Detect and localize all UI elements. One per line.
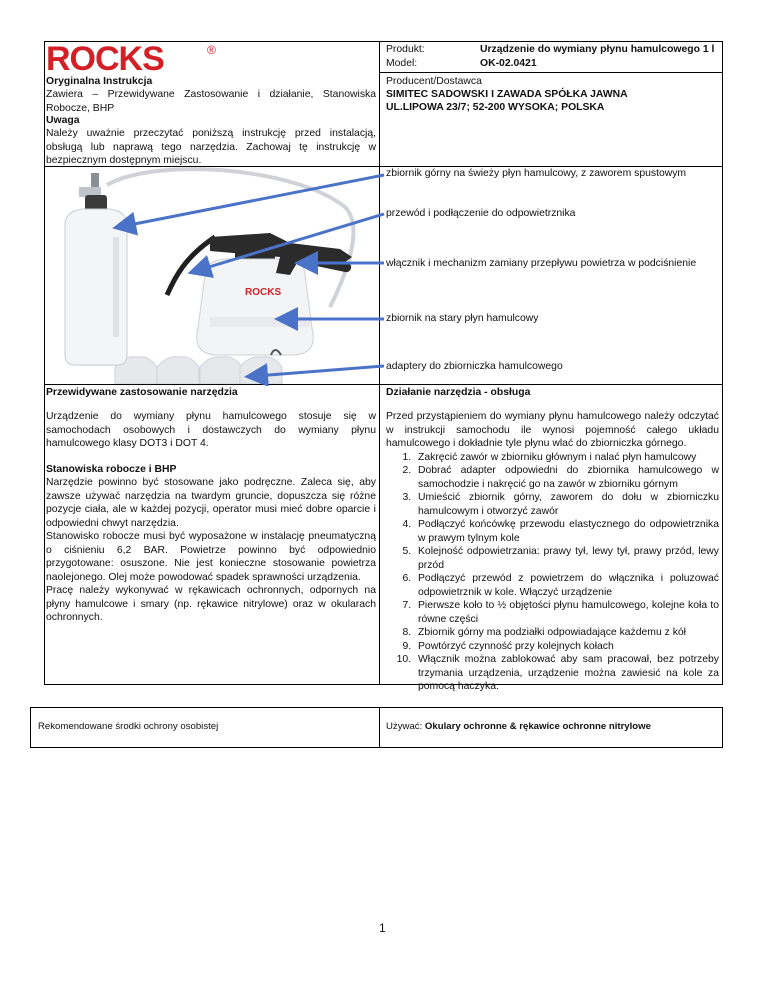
callout-adapters: adaptery do zbiorniczka hamulcowego [386, 361, 563, 372]
operation-step: 2. Dobrać adapter odpowiedni do zbiornika hamulcowego w samochodzie i nakręcić go na zawór w zbiorniku górnym [414, 464, 719, 491]
operation-step: 6. Podłączyć przewód z powietrzem do włącznika i poluzować odpowietrznik w kole. Włączyć urządzenie [414, 572, 719, 599]
callout-hose: przewód i podłączenie do odpowietrznika [386, 208, 576, 219]
operation-step: 8. Zbiornik górny ma podziałki odpowiadające każdemu z kół [414, 626, 719, 640]
ppe-border-left [30, 707, 31, 748]
workplace-p2: Stanowisko robocze musi być wyposażone w instalację pneumatyczną o ciśnieniu 6,2 BAR. Powietrze powinno być odpowiednio przygotowane: osuszone. Nie jest konieczne stosowanie powietrza naolejonego. Olej może powodować spadek sprawności urządzenia. [46, 531, 376, 583]
operation-step: 4. Podłączyć końcówkę przewodu elastycznego do odpowietrznika w prawym tylnym kole [414, 518, 719, 545]
ppe-label: Rekomendowane środki ochrony osobistej [38, 721, 219, 732]
producer-name: SIMITEC SADOWSKI I ZAWADA SPÓŁKA JAWNA [386, 89, 628, 100]
table-line-product [380, 72, 722, 73]
producer-address: UL.LIPOWA 23/7; 52-200 WYSOKA; POLSKA [386, 102, 605, 113]
operation-steps [386, 451, 719, 694]
workplace-title: Stanowiska robocze i BHP [46, 464, 177, 475]
product-label: Produkt: [386, 44, 425, 55]
registered-mark: ® [207, 43, 216, 57]
arrow-top-reservoir [124, 175, 384, 226]
operation-intro: Przed przystąpieniem do wymiany płynu hamulcowego należy odczytać w instrukcji samochodu ile wynosi pojemność całego układu hamulcowego i dokładnie tyle płynu wlać do zbiorniczka górnego. [386, 411, 719, 450]
ppe-use-label: Używać: [386, 721, 425, 732]
model-value: OK-02.0421 [480, 58, 537, 69]
arrow-adapters [256, 366, 384, 376]
callout-switch: włącznik i mechanizm zamiany przepływu powietrza w podciśnienie [386, 258, 697, 269]
instruction-text: Zawiera – Przewidywane Zastosowanie i działanie, Stanowiska Robocze, BHP [46, 89, 376, 114]
table-border-right [722, 41, 723, 685]
operation-step: 3. Umieścić zbiornik górny, zaworem do dołu w zbiorniczku hamulcowym i otworzyć zawór [414, 491, 719, 518]
ppe-border-top [30, 707, 723, 708]
callout-top-reservoir: zbiornik górny na świeży płyn hamulcowy, z zaworem spustowym [386, 168, 687, 179]
callout-arrows [44, 166, 389, 386]
usage-title: Przewidywane zastosowanie narzędzia [46, 387, 238, 398]
canister-brand: ROCKS [245, 287, 282, 298]
ppe-use-value: Okulary ochronne & rękawice ochronne nitrylowe [424, 721, 651, 732]
rocks-logo-text: ROCKS [46, 42, 164, 74]
workplace-p1: Narzędzie powinno być stosowane jako podręczne. Zaleca się, aby zawsze używać narzędzia na twardym gruncie, dopuszcza się różne pozycje ciała, ale w każdej pozycji, operator musi mieć dobre oparcie i odpowiedni chwyt narzędzia. [46, 477, 376, 529]
operation-step: 5. Kolejność odpowietrzania: prawy tył, lewy tył, prawy przód, lewy przód [414, 545, 719, 572]
ppe-border-bottom [30, 747, 723, 748]
operation-step: 10. Włącznik można zablokować aby sam pracował, bez potrzeby trzymania urządzenia, urządzenie można zawiesić na kole za pomocą haczyka. [414, 653, 719, 694]
operation-block [386, 410, 719, 694]
operation-step: 7. Pierwsze koło to ½ objętości płynu hamulcowego, kolejne koła to równe części [414, 599, 719, 626]
workplace-text [46, 476, 376, 625]
instruction-title: Oryginalna Instrukcja [46, 76, 153, 87]
rocks-logo [46, 42, 226, 74]
caution-title: Uwaga [46, 115, 80, 126]
ppe-border-middle [379, 707, 380, 748]
workplace-p3: Pracę należy wykonywać w rękawicach ochronnych, odpornych na płyny hamulcowe i smary (np. rękawice nitrylowe) oraz w okularach ochronnych. [46, 585, 376, 624]
ppe-border-right [722, 707, 723, 748]
callout-old-fluid-tank: zbiornik na stary płyn hamulcowy [386, 313, 539, 324]
usage-text: Urządzenie do wymiany płynu hamulcowego stosuje się w samochodach osobowych i dostawczych do wymiany płynu hamulcowego klasy DOT3 i DOT 4. [46, 411, 376, 450]
ppe-use [386, 721, 651, 733]
product-value: Urządzenie do wymiany płynu hamulcowego 1 l [480, 44, 715, 55]
page-number: 1 [379, 921, 386, 935]
producer-label: Producent/Dostawca [386, 76, 482, 87]
operation-step: 1. Zakręcić zawór w zbiorniku głównym i nalać płyn hamulcowy [414, 451, 719, 465]
model-label: Model: [386, 58, 418, 69]
operation-step: 9. Powtórzyć czynność przy kolejnych kołach [414, 640, 719, 654]
caution-text: Należy uważnie przeczytać poniższą instrukcję przed instalacją, obsługą lub naprawą tego narzędzia. Zachowaj tę instrukcję w bezpiecznym dostępnym miejscu. [46, 128, 376, 167]
operation-title: Działanie narzędzia - obsługa [386, 387, 531, 398]
